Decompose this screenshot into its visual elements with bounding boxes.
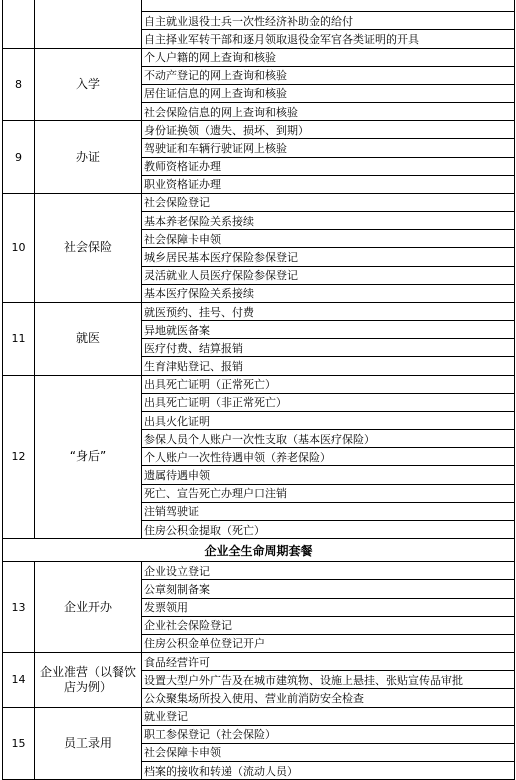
service-item: 教师资格证办理: [142, 157, 515, 175]
table-row: [3, 48, 515, 66]
service-item: 个人账户一次性待遇申领（养老保险）: [142, 448, 515, 466]
service-item: 社会保障卡申领: [142, 230, 515, 248]
service-item: 就医预约、挂号、付费: [142, 302, 515, 320]
service-item: 死亡、宣告死亡办理户口注销: [142, 484, 515, 502]
service-item: 灵活就业人员医疗保险参保登记: [142, 266, 515, 284]
service-item: 社会保险信息的网上查询和核验: [142, 103, 515, 121]
service-item: 个人户籍的网上查询和核验: [142, 48, 515, 66]
service-item: 出具死亡证明（正常死亡）: [142, 375, 515, 393]
service-item: 职业资格证办理: [142, 175, 515, 193]
service-item: 公众聚集场所投入使用、营业前消防安全检查: [142, 689, 515, 707]
service-item: 身份证换领（遗失、损坏、到期）: [142, 121, 515, 139]
table-row: [3, 121, 515, 139]
service-item: [142, 0, 515, 12]
service-item: 基本养老保险关系接续: [142, 212, 515, 230]
table-row: [3, 375, 515, 393]
category-cell: 企业准营（以餐饮店为例）: [35, 653, 142, 708]
service-item: 社会保险登记: [142, 193, 515, 211]
category-cell: 入学: [35, 48, 142, 121]
service-item: 出具火化证明: [142, 411, 515, 429]
row-number: 10: [3, 193, 35, 302]
service-item: 参保人员个人账户一次性支取（基本医疗保险）: [142, 430, 515, 448]
service-item: 住房公积金提取（死亡）: [142, 520, 515, 538]
category-cell: 员工录用: [35, 707, 142, 780]
category-cell: 办证: [35, 121, 142, 194]
service-item: 自主就业退役士兵一次性经济补助金的给付: [142, 12, 515, 30]
service-item: 公章刻制备案: [142, 580, 515, 598]
service-item: 居住证信息的网上查询和核验: [142, 84, 515, 102]
table-body-section: [3, 539, 515, 562]
category-cell: 就医: [35, 302, 142, 375]
service-item: 档案的接收和转递（流动人员）: [142, 762, 515, 780]
table-body-personal: [3, 0, 515, 539]
row-number: 14: [3, 653, 35, 708]
category-cell: 企业开办: [35, 562, 142, 653]
service-item: 自主择业军转干部和逐月领取退役金军官各类证明的开具: [142, 30, 515, 48]
service-item: 企业社会保险登记: [142, 616, 515, 634]
service-item: 社会保障卡申领: [142, 743, 515, 761]
table-body-enterprise: [3, 562, 515, 780]
row-number: 8: [3, 48, 35, 121]
service-item: 不动产登记的网上查询和核验: [142, 66, 515, 84]
row-number: 9: [3, 121, 35, 194]
service-item: 食品经营许可: [142, 653, 515, 671]
row-number: [3, 0, 35, 48]
service-item: 出具死亡证明（非正常死亡）: [142, 393, 515, 411]
service-package-table: [2, 0, 515, 780]
service-item: 设置大型户外广告及在城市建筑物、设施上悬挂、张贴宣传品审批: [142, 671, 515, 689]
row-number: 13: [3, 562, 35, 653]
service-item: 职工参保登记（社会保险）: [142, 725, 515, 743]
service-item: 城乡居民基本医疗保险参保登记: [142, 248, 515, 266]
service-item: 注销驾驶证: [142, 502, 515, 520]
table-row: [3, 653, 515, 671]
table-row: [3, 193, 515, 211]
service-item: 就业登记: [142, 707, 515, 725]
service-item: 住房公积金单位登记开户: [142, 634, 515, 652]
table-row: [3, 562, 515, 580]
service-item: 企业设立登记: [142, 562, 515, 580]
table-row: [3, 707, 515, 725]
table-row: [3, 302, 515, 320]
service-item: 医疗付费、结算报销: [142, 339, 515, 357]
service-item: 发票领用: [142, 598, 515, 616]
category-cell: “身后”: [35, 375, 142, 539]
row-number: 12: [3, 375, 35, 539]
service-item: 异地就医备案: [142, 321, 515, 339]
service-item: 驾驶证和车辆行驶证网上核验: [142, 139, 515, 157]
table-row: [3, 0, 515, 12]
service-item: 基本医疗保险关系接续: [142, 284, 515, 302]
row-number: 15: [3, 707, 35, 780]
row-number: 11: [3, 302, 35, 375]
category-cell: 社会保险: [35, 193, 142, 302]
category-cell: [35, 0, 142, 48]
section-title: 企业全生命周期套餐: [3, 539, 515, 562]
service-item: 生育津贴登记、报销: [142, 357, 515, 375]
service-item: 遗属待遇申领: [142, 466, 515, 484]
